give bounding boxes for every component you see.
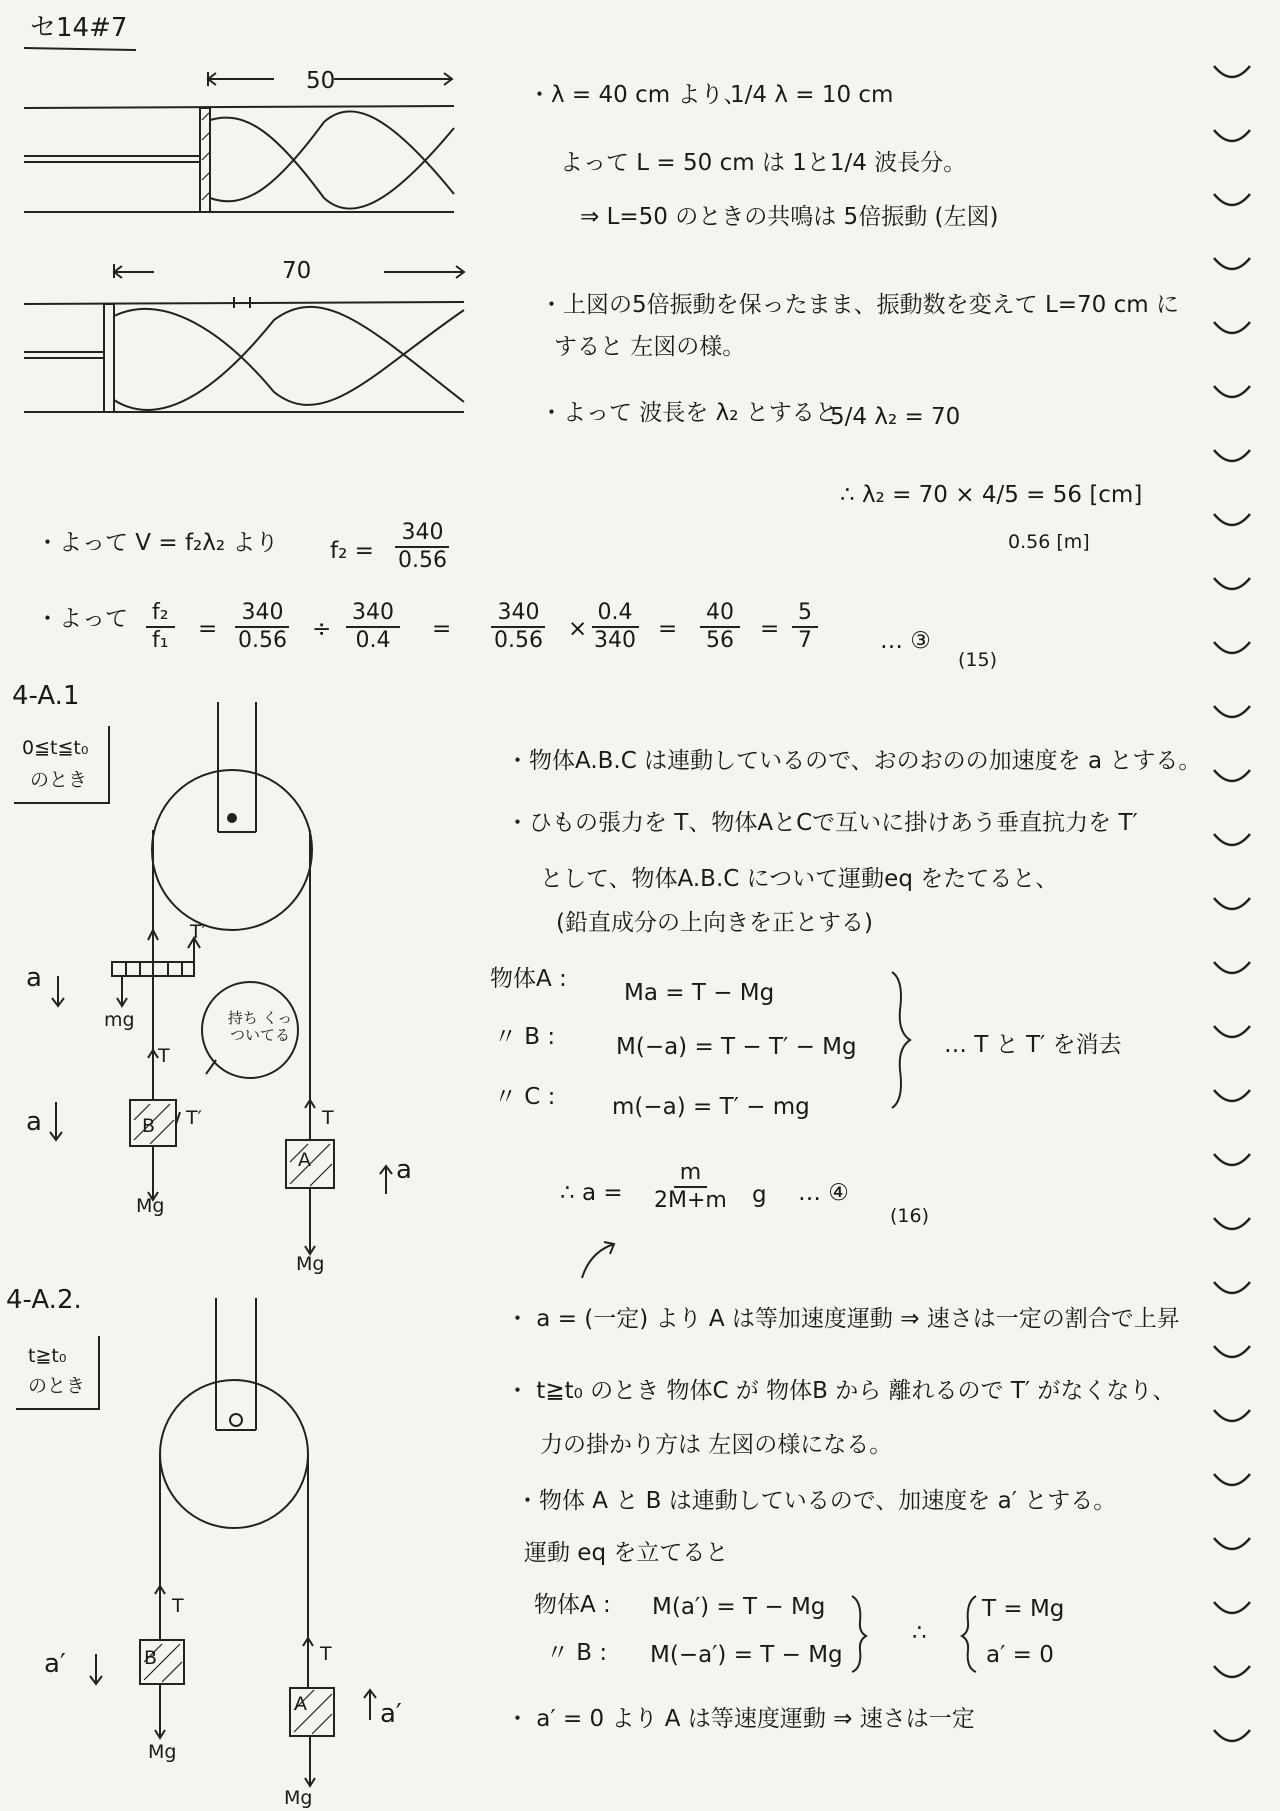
ratio-term-5-num: 0.4 — [592, 600, 639, 628]
fig1-label-A: A — [298, 1149, 311, 1171]
wave-note-3: ⇒ L=50 のときの共鳴は 5倍振動 (左図) — [580, 204, 999, 230]
ratio-term-7 — [792, 600, 818, 655]
part2-brace-right — [850, 1594, 870, 1674]
part2-result-2: a′ = 0 — [986, 1642, 1054, 1668]
answer-3: … ③ — [880, 628, 931, 654]
ratio-term-3 — [346, 600, 400, 655]
part2-heading: 4-A.2. — [6, 1285, 82, 1315]
ratio-term-6-num: 40 — [700, 600, 740, 628]
ratio-term-7-den: 7 — [798, 628, 812, 654]
title-underline — [24, 46, 144, 54]
part1-result-den: 2M+m — [654, 1188, 727, 1214]
fig1-Mg-A: Mg — [296, 1253, 325, 1275]
div-sign: ÷ — [312, 616, 332, 642]
part2-line-6: ・ a′ = 0 より A は等速度運動 ⇒ 速さは一定 — [506, 1706, 975, 1732]
part2-result-1: T = Mg — [982, 1596, 1065, 1622]
part2-eq-B-label: 〃 B : — [546, 1640, 608, 1666]
ratio-term-5-den: 340 — [594, 628, 636, 654]
part1-brace — [888, 970, 918, 1110]
part2-line-4: ・物体 A と B は連動しているので、加速度を a′ とする。 — [516, 1488, 1117, 1514]
pulley-diagram-1 — [0, 700, 430, 1280]
wave-note-7: ∴ λ₂ = 70 × 4/5 = 56 [cm] — [840, 482, 1143, 508]
part1-result-prefix: ∴ a = — [560, 1180, 623, 1206]
part1-line-3: として、物体A.B.C について運動eq をたてると、 — [540, 866, 1059, 892]
fig1-label-B: B — [142, 1115, 156, 1137]
length-label-70: 70 — [282, 258, 312, 284]
pulley-diagram-2 — [0, 1296, 430, 1806]
part2-line-1: ・ a = (一定) より A は等加速度運動 ⇒ 速さは一定の割合で上昇 — [506, 1306, 1180, 1332]
spiral-binding — [1212, 52, 1252, 1772]
part1-result-g: g — [752, 1182, 767, 1208]
fig2-label-A: A — [294, 1693, 307, 1715]
fig1-accel-a-2: a — [26, 1107, 42, 1137]
part1-eq-C: m(−a) = T′ − mg — [612, 1094, 810, 1120]
ratio-f2-f1 — [146, 600, 175, 655]
answer-4-ref: (16) — [890, 1205, 930, 1227]
part1-eq-C-label: 〃 C : — [494, 1084, 556, 1110]
ratio-term-7-num: 5 — [792, 600, 818, 628]
times-sign: × — [568, 616, 588, 642]
part1-eliminate: … T と T′ を消去 — [944, 1032, 1122, 1058]
tube-diagram-50 — [24, 70, 464, 220]
ratio-f1: f₁ — [152, 628, 169, 654]
fig1-bubble-note: 持ち くっついてる — [227, 1009, 293, 1045]
wave-note-8b: f₂ = — [330, 538, 374, 564]
fig1-mg: mg — [104, 1009, 135, 1031]
answer-3-ref: (15) — [958, 649, 998, 671]
fig2-accel-a-prime-1: a′ — [44, 1649, 66, 1679]
part2-line-3: 力の掛かり方は 左図の様になる。 — [540, 1432, 893, 1458]
part1-eq-A-label: 物体A : — [490, 966, 567, 992]
fig2-T-2: T — [320, 1643, 332, 1665]
part1-heading: 4-A.1 — [12, 681, 80, 711]
part2-eq-A-label: 物体A : — [534, 1592, 611, 1618]
ratio-term-4-num: 340 — [491, 600, 545, 628]
part2-line-5: 運動 eq を立てると — [524, 1540, 729, 1566]
part1-result-num: m — [674, 1160, 707, 1188]
ratio-term-2-num: 340 — [235, 600, 289, 628]
fig2-label-B: B — [144, 1647, 158, 1669]
fig1-T-prime-2: T′ — [186, 1107, 202, 1129]
fig1-accel-a-1: a — [26, 963, 42, 993]
part2-therefore: ∴ — [912, 1620, 927, 1646]
part1-eq-B-label: 〃 B : — [494, 1024, 556, 1050]
ratio-term-5 — [588, 600, 642, 655]
ratio-f2: f₂ — [146, 600, 175, 628]
ratio-term-4-den: 0.56 — [494, 628, 543, 654]
eq-sign-1: = — [198, 616, 218, 642]
f2-denominator: 0.56 — [398, 548, 447, 574]
fig2-Mg-B: Mg — [148, 1741, 177, 1763]
length-label-50: 50 — [306, 68, 336, 94]
ratio-term-2 — [232, 600, 293, 655]
page-title: セ14#7 — [30, 13, 128, 43]
wave-note-1: ・λ = 40 cm より、 — [528, 82, 747, 108]
eq-sign-4: = — [760, 616, 780, 642]
ratio-term-3-num: 340 — [346, 600, 400, 628]
part1-condition-1: 0≦t≦t₀ — [22, 737, 89, 759]
ratio-term-3-den: 0.4 — [355, 628, 391, 654]
fig1-T-prime-1: T′ — [190, 921, 206, 943]
part2-brace-left — [958, 1594, 978, 1674]
eq-sign-3: = — [658, 616, 678, 642]
part2-line-2: ・ t≧t₀ のとき 物体C が 物体B から 離れるので T′ がなくなり、 — [506, 1378, 1176, 1404]
wave-note-6: ・よって 波長を λ₂ とすると — [540, 400, 838, 426]
wave-note-7b: 0.56 [m] — [1008, 531, 1090, 553]
fig2-accel-a-prime-2: a′ — [380, 1699, 402, 1729]
tube-diagram-70 — [24, 262, 464, 422]
f2-numerator: 340 — [395, 520, 449, 548]
fig1-T-1: T — [158, 1045, 170, 1067]
ratio-term-2-den: 0.56 — [238, 628, 287, 654]
fig1-accel-a-3: a — [396, 1155, 412, 1185]
part1-result-fraction — [648, 1160, 733, 1215]
part1-pointer-arrow — [580, 1240, 620, 1280]
ratio-prefix: ・よって — [36, 606, 128, 632]
fig1-T-2: T — [322, 1107, 334, 1129]
wave-note-8: ・よって V = f₂λ₂ より — [36, 530, 279, 556]
part2-eq-A: M(a′) = T − Mg — [652, 1594, 826, 1620]
part1-condition-2: のとき — [30, 769, 88, 791]
wave-note-2: よって L = 50 cm は 1と1/4 波長分。 — [560, 150, 967, 176]
eq-sign-2: = — [432, 616, 452, 642]
wave-note-6b: 5/4 λ₂ = 70 — [830, 404, 961, 430]
part2-condition-1: t≧t₀ — [28, 1345, 67, 1367]
part1-eq-B: M(−a) = T − T′ − Mg — [616, 1034, 857, 1060]
f2-fraction — [392, 520, 453, 575]
answer-4: … ④ — [798, 1180, 849, 1206]
part1-line-2: ・ひもの張力を T、物体AとCで互いに掛けあう垂直抗力を T′ — [506, 810, 1138, 836]
part1-eq-A: Ma = T − Mg — [624, 980, 775, 1006]
wave-note-4: ・上図の5倍振動を保ったまま、振動数を変えて L=70 cm に — [540, 292, 1179, 318]
ratio-term-4 — [488, 600, 549, 655]
fig1-Mg-B: Mg — [136, 1195, 165, 1217]
fig2-T-1: T — [172, 1595, 184, 1617]
part2-eq-B: M(−a′) = T − Mg — [650, 1642, 843, 1668]
fig2-Mg-A: Mg — [284, 1787, 313, 1809]
part1-line-4: (鉛直成分の上向きを正とする) — [556, 910, 873, 936]
ratio-term-6-den: 56 — [706, 628, 734, 654]
part2-condition-2: のとき — [28, 1375, 86, 1397]
wave-note-5: すると 左図の様。 — [554, 334, 746, 360]
ratio-term-6 — [700, 600, 740, 655]
part1-line-1: ・物体A.B.C は連動しているので、おのおのの加速度を a とする。 — [506, 748, 1202, 774]
wave-note-1b: 1/4 λ = 10 cm — [730, 82, 894, 108]
